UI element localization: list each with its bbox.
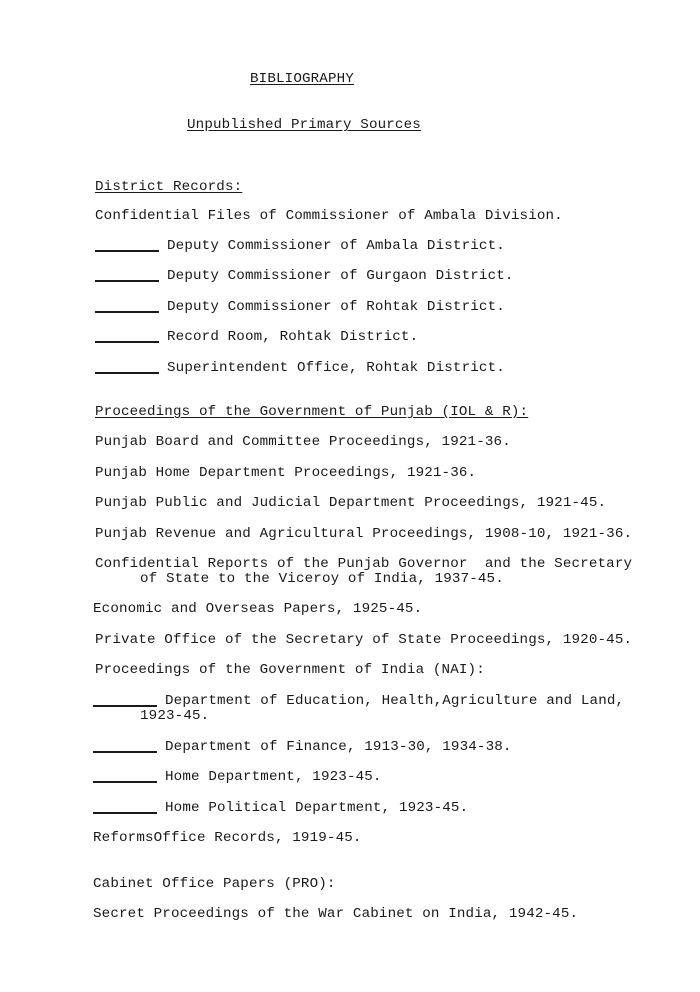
entry-text: Home Political Department, 1923-45. — [165, 800, 469, 816]
ditto-dash — [93, 781, 157, 783]
entry-continuation: 1923-45. — [140, 708, 210, 724]
entry: Private Office of the Secretary of State Proceedings, 1920-45. — [95, 632, 633, 648]
entry-text: Home Department, 1923-45. — [165, 769, 382, 785]
ditto-dash — [95, 250, 159, 252]
entry — [95, 299, 505, 315]
section-heading-district: District Records: — [95, 179, 243, 195]
entry — [93, 800, 468, 816]
entry-text: Record Room, Rohtak District. — [167, 329, 419, 345]
section-heading-cabinet: Cabinet Office Papers (PRO): — [93, 876, 336, 892]
entry — [95, 360, 505, 376]
ditto-dash — [93, 751, 157, 753]
ditto-dash — [93, 812, 157, 814]
section-heading-india: Proceedings of the Government of India (NAI): — [95, 662, 485, 678]
entry — [93, 693, 624, 709]
entry: Punjab Public and Judicial Department Proceedings, 1921-45. — [95, 495, 607, 511]
ditto-dash — [95, 372, 159, 374]
section-heading-punjab: Proceedings of the Government of Punjab (IOL & R): — [95, 404, 529, 420]
entry-text: Deputy Commissioner of Gurgaon District. — [167, 268, 514, 284]
entry — [95, 329, 418, 345]
entry: Confidential Reports of the Punjab Governor and the Secretary — [95, 556, 633, 572]
entry-text: Deputy Commissioner of Rohtak District. — [167, 299, 505, 315]
entry — [93, 739, 512, 755]
ditto-dash — [95, 311, 159, 313]
entry: Punjab Revenue and Agricultural Proceedings, 1908-10, 1921-36. — [95, 526, 633, 542]
entry-text: Department of Finance, 1913-30, 1934-38. — [165, 739, 512, 755]
ditto-dash — [95, 341, 159, 343]
entry: ReformsOffice Records, 1919-45. — [93, 830, 362, 846]
entry: Economic and Overseas Papers, 1925-45. — [93, 601, 423, 617]
entry-text: Department of Education, Health,Agriculture and Land, — [165, 693, 625, 709]
entry-text: Deputy Commissioner of Ambala District. — [167, 238, 505, 254]
page-subtitle: Unpublished Primary Sources — [187, 117, 421, 133]
entry: Secret Proceedings of the War Cabinet on India, 1942-45. — [93, 906, 579, 922]
ditto-dash — [95, 280, 159, 282]
entry-continuation: of State to the Viceroy of India, 1937-45. — [140, 571, 504, 587]
entry: Punjab Board and Committee Proceedings, 1921-36. — [95, 434, 511, 450]
ditto-dash — [93, 705, 157, 707]
entry — [95, 238, 505, 254]
entry: Punjab Home Department Proceedings, 1921-36. — [95, 465, 477, 481]
entry-text: Superintendent Office, Rohtak District. — [167, 360, 505, 376]
page-title: BIBLIOGRAPHY — [250, 71, 354, 87]
entry — [93, 769, 382, 785]
entry: Confidential Files of Commissioner of Ambala Division. — [95, 208, 563, 224]
entry — [95, 268, 514, 284]
